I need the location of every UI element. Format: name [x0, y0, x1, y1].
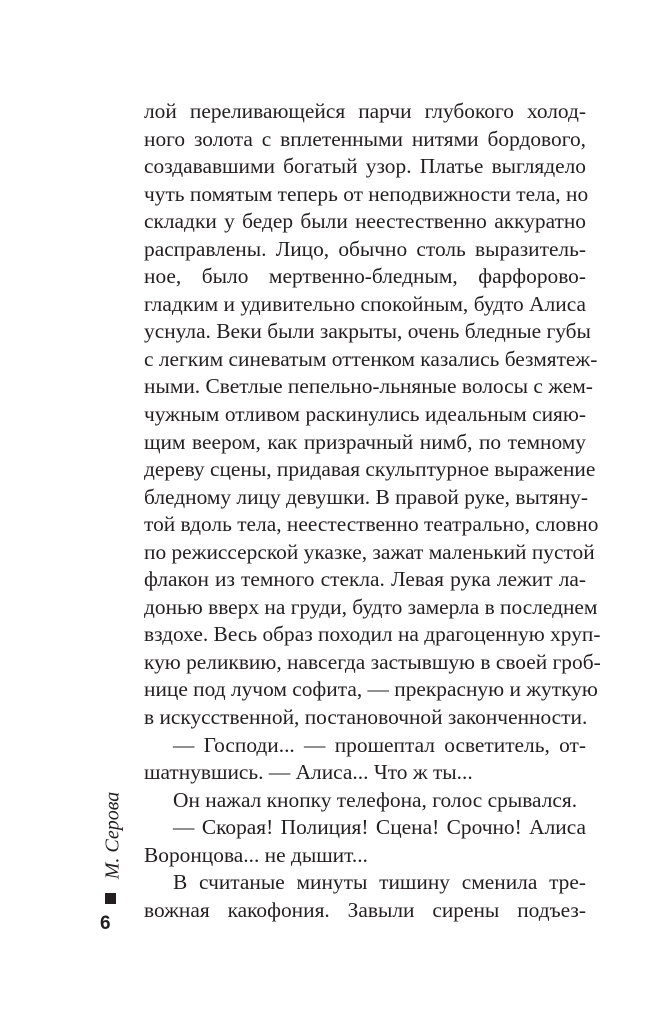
running-author: [100, 780, 126, 890]
text-line: складки у бедер были неестественно аккуратно: [144, 209, 586, 234]
text-line: нице под лучом софита, — прекрасную и жуткую: [144, 677, 598, 702]
text-line: ное, было мертвенно-бледным, фарфорово-: [144, 264, 586, 289]
text-line: — Господи... — прошептал осветитель, от-: [173, 732, 586, 757]
text-line: щим веером, как призрачный нимб, по темному: [144, 429, 586, 454]
text-line: чуть помятым теперь от неподвижности тела, но: [144, 181, 589, 206]
author-name: М. Серова: [101, 791, 124, 879]
text-line: шатнувшись. — Алиса... Что ж ты...: [144, 760, 473, 785]
text-line: лой переливающейся парчи глубокого холод-: [144, 99, 586, 123]
square-marker-icon: [105, 893, 116, 904]
text-line: ными. Светлые пепельно-льняные волосы с жем-: [144, 374, 593, 399]
text-line: бледному лицу девушки. В правой руке, вытяну-: [144, 484, 588, 509]
text-line: той вдоль тела, неестественно театрально, словно: [144, 512, 599, 537]
page-number: 6: [100, 913, 111, 934]
text-line: создававшими богатый узор. Платье выглядело: [144, 154, 586, 179]
text-line: Воронцова... не дышит...: [144, 842, 368, 867]
text-line: дереву сцены, придавая скульптурное выражение: [144, 457, 596, 482]
text-line: гладким и удивительно спокойным, будто Алиса: [144, 291, 586, 316]
text-line: вожная какофония. Завыли сирены подъез-: [144, 897, 586, 922]
text-line: Он нажал кнопку телефона, голос срывался.: [173, 787, 578, 812]
text-line: уснула. Веки были закрыты, очень бледные губы: [144, 319, 591, 344]
text-line: флакон из темного стекла. Левая рука лежит ла-: [144, 567, 586, 592]
text-line: В считаные минуты тишину сменила тре-: [173, 870, 586, 895]
text-line: расправлены. Лицо, обычно столь выразитель-: [144, 236, 586, 261]
body-text: [144, 98, 601, 924]
text-line: вздохе. Весь образ походил на драгоценную хруп-: [144, 622, 601, 647]
text-line: — Скорая! Полиция! Сцена! Срочно! Алиса: [173, 815, 586, 840]
text-line: в искусственной, постановочной законченности.: [144, 705, 588, 730]
text-line: кую реликвию, навсегда застывшую в своей гроб-: [144, 649, 601, 674]
text-line: с легким синеватым оттенком казались безмятеж-: [144, 346, 598, 371]
text-line: чужным отливом раскинулись идеальным сияю-: [144, 402, 586, 427]
text-line: донью вверх на груди, будто замерла в последнем: [144, 594, 598, 619]
text-line: ного золота с вплетенными нитями бордового,: [144, 126, 586, 151]
text-line: по режиссерской указке, зажат маленький пустой: [144, 539, 595, 564]
